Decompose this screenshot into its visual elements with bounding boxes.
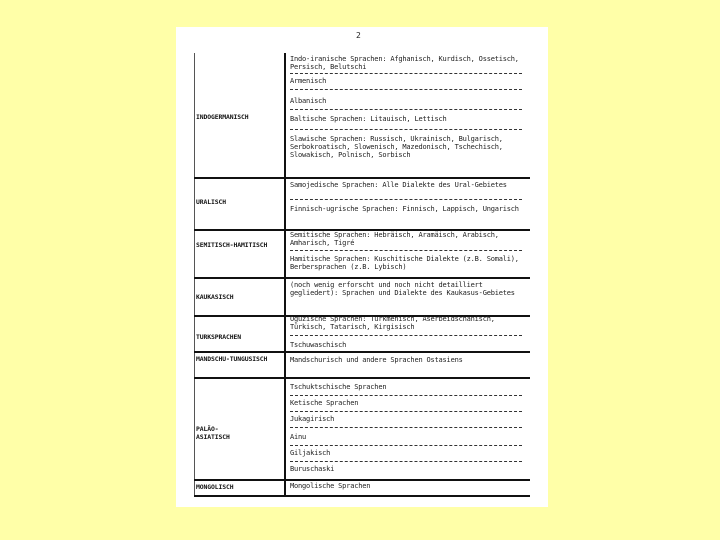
entry-finnisch-ugrisch: Finnisch-ugrische Sprachen: Finnisch, Lappisch, Ungarisch [290,205,519,213]
entry-ketisch: Ketische Sprachen [290,399,359,407]
entry-divider [290,109,522,110]
left-border [194,53,195,497]
entry-slawisch: Slawische Sprachen: Russisch, Ukrainisch, Bulgarisch, Serbokroatisch, Slowenisch, Mazedonisch, Tschechisch, Slowakisch, Polnisch, Sorbisch [290,135,503,159]
entry-divider [290,335,522,336]
entry-baltisch: Baltische Sprachen: Litauisch, Lettisch [290,115,447,123]
entry-divider [290,395,522,396]
group-separator [194,177,530,179]
entry-ainu: Ainu [290,433,307,441]
entry-divider [290,250,522,251]
group-label-turksprachen: TURKSPRACHEN [196,333,241,341]
entry-divider [290,445,522,446]
group-separator [194,377,530,379]
entry-samojedisch: Samojedische Sprachen: Alle Dialekte des Ural-Gebietes [290,181,507,189]
entry-tschuwaschisch: Tschuwaschisch [290,341,347,349]
group-label-semitisch-hamitisch: SEMITISCH-HAMITISCH [196,241,268,249]
page-number: 2 [356,31,361,40]
entry-tschuktschisch: Tschuktschische Sprachen [290,383,387,391]
entry-giljakisch: Giljakisch [290,449,331,457]
column-divider [284,53,286,497]
group-label-mongolisch: MONGOLISCH [196,483,234,491]
scanned-page [176,27,548,507]
group-separator [194,351,530,353]
entry-armenisch: Armenisch [290,77,327,85]
group-separator [194,277,530,279]
entry-kaukasisch: (noch wenig erforscht und noch nicht detailliert gegliedert): Sprachen und Dialekte des Kaukasus-Gebietes [290,281,515,297]
entry-divider [290,461,522,462]
entry-buruschaski: Buruschaski [290,465,335,473]
group-label-kaukasisch: KAUKASISCH [196,293,234,301]
entry-oguzisch: Oguzische Sprachen: Turkmenisch, Aserbeidschanisch, Türkisch, Tatarisch, Kirgisisch [290,315,495,331]
entry-divider [290,73,522,74]
group-separator [194,479,530,481]
entry-mongolisch: Mongolische Sprachen [290,482,371,490]
entry-divider [290,199,522,200]
entry-hamitisch: Hamitische Sprachen: Kuschitische Dialekte (z.B. Somali), Berbersprachen (z.B. Lybisch) [290,255,519,271]
entry-albanisch: Albanisch [290,97,327,105]
entry-divider [290,411,522,412]
entry-divider [290,89,522,90]
entry-divider [290,129,522,130]
entry-semitisch: Semitische Sprachen: Hebräisch, Aramäisch, Arabisch, Amharisch, Tigré [290,231,499,247]
group-label-palaeo-asiatisch: PALÄO-ASIATISCH [196,425,230,441]
group-label-indogermanisch: INDOGERMANISCH [196,113,249,121]
language-family-table [194,53,530,497]
entry-jukagirisch: Jukagirisch [290,415,335,423]
entry-mandschurisch: Mandschurisch und andere Sprachen Ostasiens [290,356,463,364]
group-label-mandschu-tungusisch: MANDSCHU-TUNGUSISCH [196,355,268,363]
table-bottom-border [194,495,530,497]
entry-divider [290,427,522,428]
group-label-uralisch: URALISCH [196,198,226,206]
entry-indo-iranisch: Indo-iranische Sprachen: Afghanisch, Kurdisch, Ossetisch, Persisch, Belutschi [290,55,519,71]
